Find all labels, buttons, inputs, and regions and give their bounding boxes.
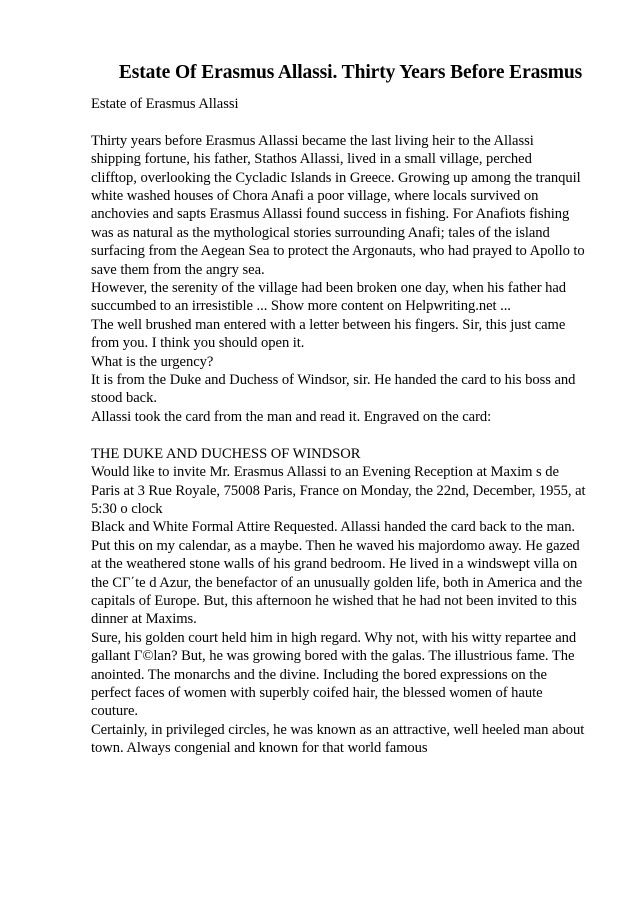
text-line: gallant Γ©lan? But, he was growing bored with the galas. The illustrious fame. The — [91, 648, 575, 665]
text-line: perfect faces of women with superbly coifed hair, the blessed women of haute — [91, 684, 543, 701]
text-line: Allassi took the card from the man and read it. Engraved on the card: — [91, 408, 492, 425]
text-line: Sure, his golden court held him in high regard. Why not, with his witty repartee and — [91, 629, 577, 646]
text-line: surfacing from the Aegean Sea to protect the Argonauts, who had prayed to Apollo to — [91, 243, 585, 260]
text-line: anchovies and sapts Erasmus Allassi found success in fishing. For Anafiots fishing — [91, 206, 570, 223]
text-line: THE DUKE AND DUCHESS OF WINDSOR — [91, 445, 361, 462]
text-line: the CΓ΄te d Azur, the benefactor of an unusually golden life, both in America and the — [91, 574, 583, 591]
text-line: Would like to invite Mr. Erasmus Allassi to an Evening Reception at Maxim s de — [91, 464, 559, 481]
text-line: clifftop, overlooking the Cycladic Islands in Greece. Growing up among the tranquil — [91, 169, 581, 186]
text-line: Put this on my calendar, as a maybe. Then he waved his majordomo away. He gazed — [91, 537, 580, 554]
text-line: Paris at 3 Rue Royale, 75008 Paris, France on Monday, the 22nd, December, 1955, at — [91, 482, 586, 499]
text-line: capitals of Europe. But, this afternoon he wished that he had not been invited to this — [91, 592, 577, 609]
text-line: save them from the angry sea. — [91, 261, 265, 278]
text-line: Black and White Formal Attire Requested. Allassi handed the card back to the man. — [91, 519, 576, 536]
text-line: from you. I think you should open it. — [91, 335, 305, 352]
text-line: However, the serenity of the village had been broken one day, when his father had — [91, 280, 567, 297]
paragraph-spacer — [91, 113, 598, 131]
document-subtitle: Estate of Erasmus Allassi — [91, 96, 239, 112]
text-line: The well brushed man entered with a letter between his fingers. Sir, this just came — [91, 316, 566, 333]
document-title: Estate Of Erasmus Allassi. Thirty Years Before Erasmus — [118, 62, 583, 83]
text-line: succumbed to an irresistible ... Show more content on Helpwriting.net ... — [91, 298, 511, 315]
paragraph-2 — [91, 445, 598, 758]
text-line: white washed houses of Chora Anafi a poor village, where locals survived on — [91, 188, 539, 205]
text-line: anointed. The monarchs and the divine. Including the bored expressions on the — [91, 666, 547, 683]
text-line: at the weathered stone walls of his grand bedroom. He lived in a windswept villa on — [91, 556, 578, 573]
paragraph-spacer — [91, 426, 598, 444]
text-line: What is the urgency? — [91, 353, 214, 370]
text-line: stood back. — [91, 390, 157, 407]
text-line: couture. — [91, 703, 139, 720]
text-line: was as natural as the mythological stories surrounding Anafi; tales of the island — [91, 224, 550, 241]
paragraph-1 — [91, 132, 598, 427]
text-line: It is from the Duke and Duchess of Windsor, sir. He handed the card to his boss and — [91, 372, 576, 389]
text-line: Thirty years before Erasmus Allassi became the last living heir to the Allassi — [91, 132, 534, 149]
text-line: 5:30 o clock — [91, 500, 163, 517]
text-line: dinner at Maxims. — [91, 611, 197, 628]
text-line: shipping fortune, his father, Stathos Allassi, lived in a small village, perched — [91, 151, 532, 168]
text-line: Certainly, in privileged circles, he was known as an attractive, well heeled man about — [91, 721, 585, 738]
text-line: town. Always congenial and known for that world famous — [91, 740, 428, 757]
